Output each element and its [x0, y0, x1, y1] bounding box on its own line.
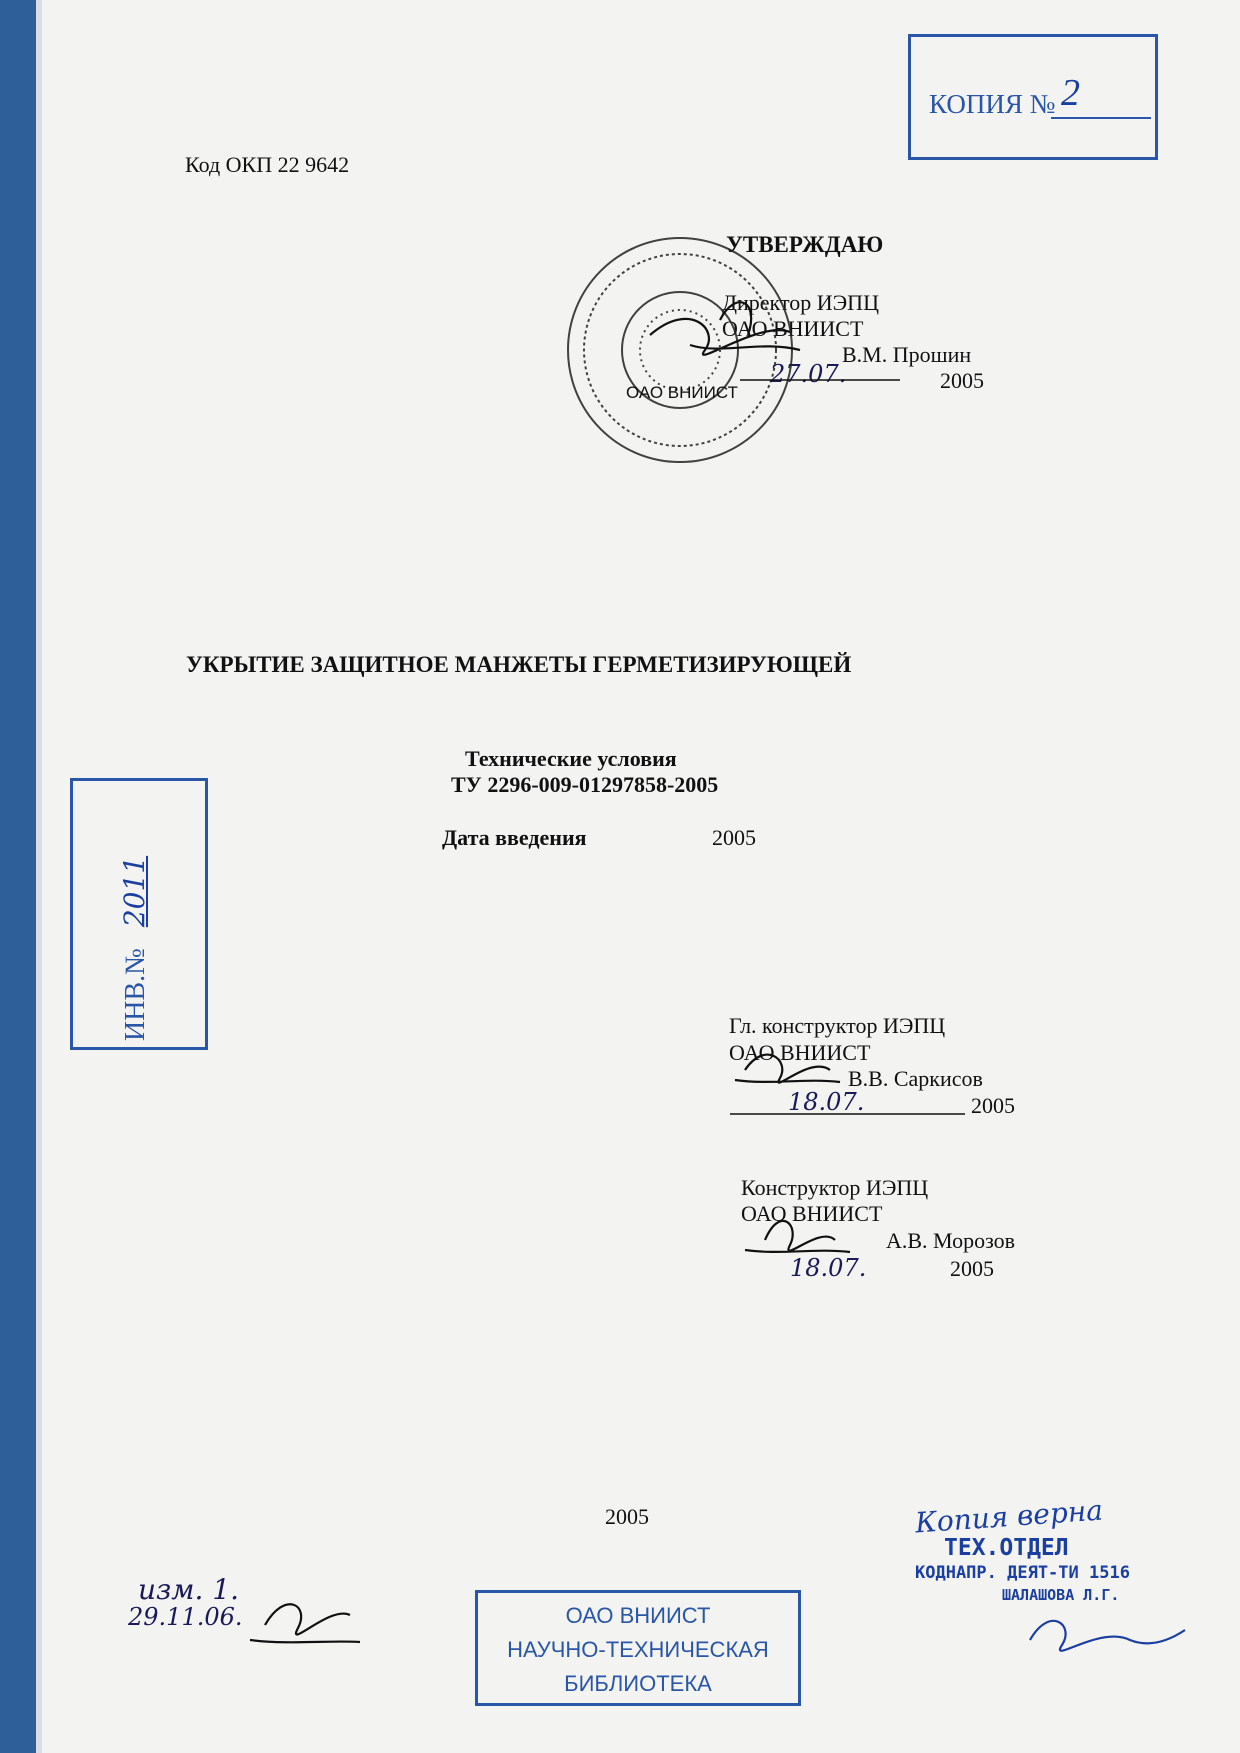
copy-number: 2 [1061, 72, 1080, 114]
tech-dept-stamp-line2: КОДНАПР. ДЕЯТ-ТИ 1516 [915, 1563, 1130, 1583]
library-stamp-line1: ОАО ВНИИСТ [565, 1603, 711, 1628]
approval-position-line1: Директор ИЭПЦ [722, 290, 879, 315]
approval-year: 2005 [940, 368, 984, 393]
chief-designer-name: В.В. Саркисов [848, 1066, 983, 1091]
tech-dept-stamp: ТЕХ.ОТДЕЛ [944, 1535, 1069, 1561]
certified-copy-handwritten: Копия верна [914, 1493, 1104, 1540]
change-note-label: изм. 1. [138, 1573, 240, 1606]
okp-code: Код ОКП 22 9642 [185, 152, 350, 177]
designer-year: 2005 [950, 1256, 994, 1281]
chief-designer-date-handwritten: 18.07. [788, 1088, 865, 1116]
intro-date-year: 2005 [712, 825, 756, 850]
tech-conditions-number: ТУ 2296-009-01297858-2005 [451, 772, 719, 797]
chief-designer-position-line2: ОАО ВНИИСТ [729, 1040, 871, 1065]
round-seal [568, 238, 792, 462]
tech-dept-person: ШАЛАШОВА Л.Г. [1002, 1586, 1120, 1604]
signature-change-note [250, 1604, 360, 1642]
designer-date-handwritten: 18.07. [790, 1254, 867, 1282]
round-seal-text: ОАО ВНИИСТ [626, 383, 738, 402]
signature-designer [745, 1221, 850, 1252]
signature-certifier [1030, 1621, 1185, 1651]
designer-name: А.В. Морозов [886, 1228, 1016, 1253]
document-title: УКРЫТИЕ ЗАЩИТНОЕ МАНЖЕТЫ ГЕРМЕТИЗИРУЮЩЕЙ [186, 652, 852, 677]
copy-label: КОПИЯ № [929, 89, 1056, 119]
chief-designer-position-line1: Гл. конструктор ИЭПЦ [729, 1013, 946, 1038]
library-stamp-line3: БИБЛИОТЕКА [564, 1671, 712, 1696]
approval-date-handwritten: 27.07. [770, 360, 847, 388]
document-year: 2005 [605, 1504, 649, 1529]
inventory-number: 2011 [118, 855, 151, 928]
signature-chief-designer [735, 1055, 840, 1083]
library-stamp-line2: НАУЧНО-ТЕХНИЧЕСКАЯ [507, 1637, 769, 1662]
approval-heading: УТВЕРЖДАЮ [726, 232, 884, 257]
change-note-date: 29.11.06. [128, 1603, 243, 1631]
chief-designer-year: 2005 [971, 1093, 1015, 1118]
approval-position-line2: ОАО ВНИИСТ [722, 316, 864, 341]
inventory-label: ИНВ.№ 2011 [118, 855, 151, 1041]
tech-conditions-line1: Технические условия [465, 746, 677, 771]
designer-position-line1: Конструктор ИЭПЦ [741, 1175, 929, 1200]
designer-position-line2: ОАО ВНИИСТ [741, 1201, 883, 1226]
approval-name: В.М. Прошин [842, 342, 972, 367]
intro-date-label: Дата введения [442, 825, 587, 850]
